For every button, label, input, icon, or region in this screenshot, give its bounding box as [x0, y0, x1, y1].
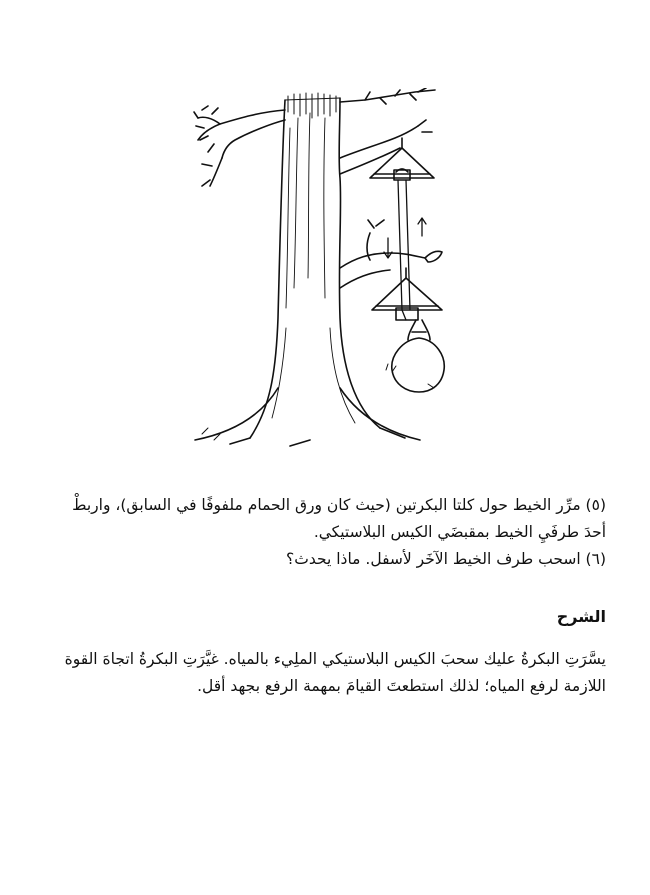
direction-arrows: [384, 218, 426, 258]
explanation-body: [46, 646, 606, 700]
instruction-steps: [46, 492, 606, 573]
explanation-heading: الشرح: [556, 607, 606, 626]
tree-trunk: [195, 98, 420, 446]
step-5-line-1: (٥) مرِّر الخيط حول كلتا البكرتين (حيث كان ورق الحمام ملفوفًا في السابق)، واربطْ: [72, 496, 606, 514]
ground-marks: [202, 364, 434, 440]
bark-top: [285, 93, 340, 118]
explanation-line-1: يسَّرَتِ البكرةُ عليك سحبَ الكيس البلاستيكي الملِيء بالمياه. غيَّرَتِ البكرةُ اتجاهَ القوة: [64, 650, 606, 668]
step-5-line-2: أحدَ طرفَيِ الخيط بمقبضَي الكيس البلاستيكي.: [313, 523, 606, 541]
left-branch: [194, 106, 285, 186]
plastic-bag: [392, 320, 444, 392]
tree-pulley-illustration: [190, 88, 470, 450]
lower-pulley: [372, 268, 442, 320]
pulley-string: [398, 180, 410, 320]
explanation-line-2: اللازمة لرفع المياه؛ لذلك استطعتَ القيامَ بمهمة الرفع بجهد أقل.: [197, 677, 606, 695]
step-6: (٦) اسحب طرف الخيط الآخَر لأسفل. ماذا يحدث؟: [286, 550, 606, 568]
